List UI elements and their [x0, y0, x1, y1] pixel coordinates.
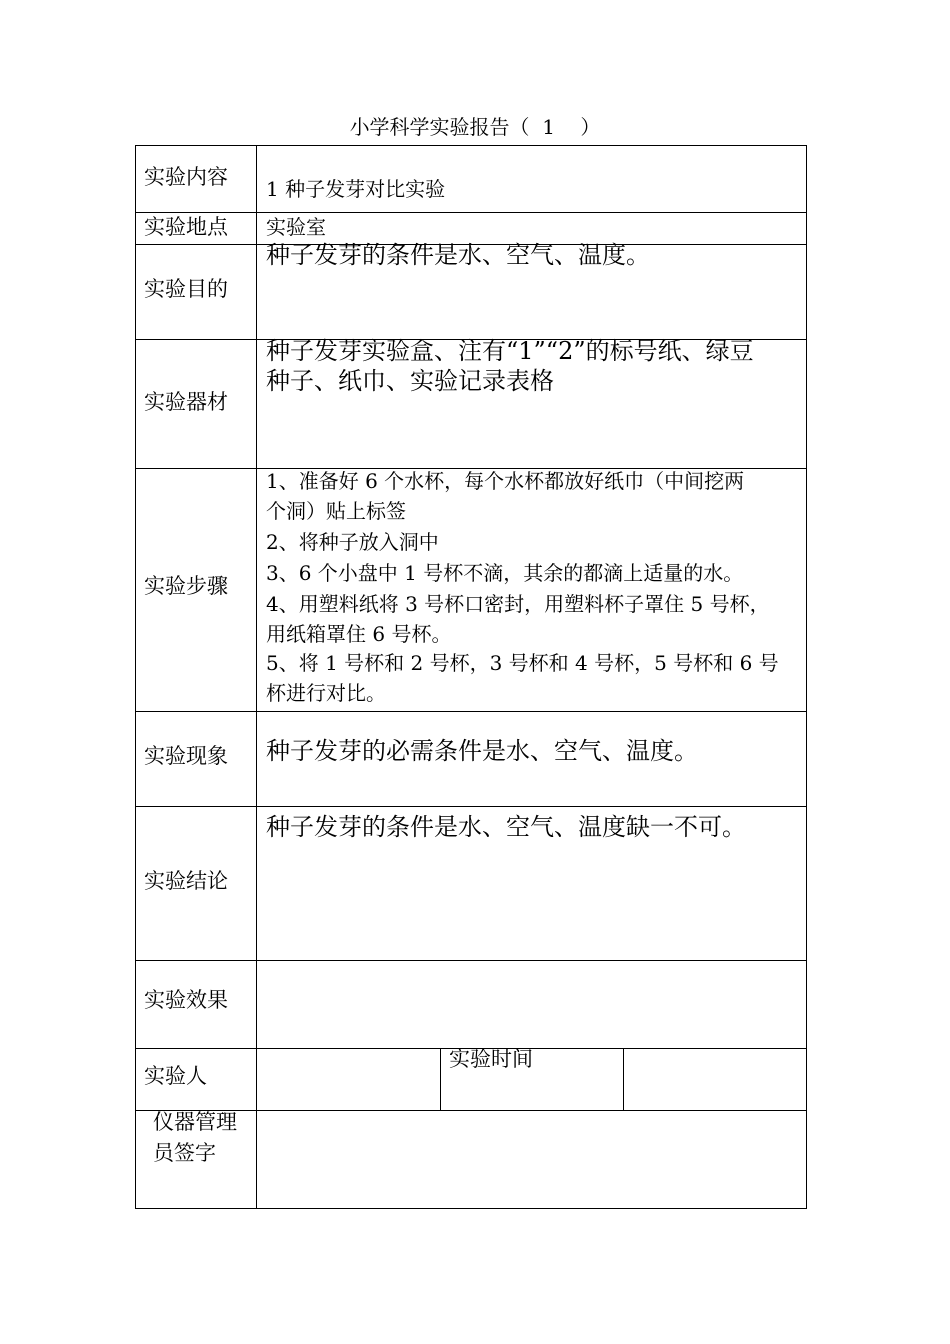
signature-label: 员签字	[153, 1141, 216, 1165]
purpose-label: 实验目的	[144, 277, 228, 301]
table-border-right	[806, 145, 807, 1209]
row-divider	[135, 145, 807, 146]
row-divider	[135, 960, 807, 961]
steps-label: 实验步骤	[144, 574, 228, 598]
conclusion-label: 实验结论	[144, 869, 228, 893]
signature-label: 仪器管理	[153, 1110, 237, 1134]
cell-divider	[623, 1048, 624, 1110]
table-border-bottom	[135, 1208, 807, 1209]
materials-label: 实验器材	[144, 390, 228, 414]
table-border-left	[135, 145, 136, 1209]
step-line: 杯进行对比。	[266, 681, 386, 705]
step-line: 3、6 个小盘中 1 号杯不滴，其余的都滴上适量的水。	[266, 561, 744, 585]
location-label: 实验地点	[144, 215, 228, 239]
conclusion-value: 种子发芽的条件是水、空气、温度缺一不可。	[266, 813, 746, 841]
step-line: 2、将种子放入洞中	[266, 530, 439, 554]
row-divider	[135, 806, 807, 807]
cell-divider	[440, 1048, 441, 1110]
materials-line: 种子发芽实验盒、注有“1”“2”的标号纸、绿豆	[266, 337, 754, 365]
step-line: 5、将 1 号杯和 2 号杯，3 号杯和 4 号杯，5 号杯和 6 号	[266, 651, 779, 675]
purpose-value: 种子发芽的条件是水、空气、温度。	[266, 241, 650, 269]
phenomenon-label: 实验现象	[144, 744, 228, 768]
report-title: 小学科学实验报告（ 1 ）	[349, 115, 601, 139]
step-line: 4、用塑料纸将 3 号杯口密封，用塑料杯子罩住 5 号杯，	[266, 592, 770, 616]
row-divider	[135, 711, 807, 712]
step-line: 1、准备好 6 个水杯，每个水杯都放好纸巾（中间挖两	[266, 469, 745, 493]
effect-label: 实验效果	[144, 988, 228, 1012]
materials-line: 种子、纸巾、实验记录表格	[266, 367, 554, 395]
step-line: 用纸箱罩住 6 号杯。	[266, 622, 452, 646]
label-column-divider	[256, 145, 257, 1209]
row-divider	[135, 212, 807, 213]
content-value: 1 种子发芽对比实验	[266, 177, 446, 201]
location-value: 实验室	[266, 215, 326, 239]
content-label: 实验内容	[144, 165, 228, 189]
phenomenon-value: 种子发芽的必需条件是水、空气、温度。	[266, 737, 698, 765]
experiment-time-label: 实验时间	[449, 1047, 533, 1071]
step-line: 个洞）贴上标签	[266, 499, 406, 523]
experimenter-label: 实验人	[144, 1064, 207, 1088]
